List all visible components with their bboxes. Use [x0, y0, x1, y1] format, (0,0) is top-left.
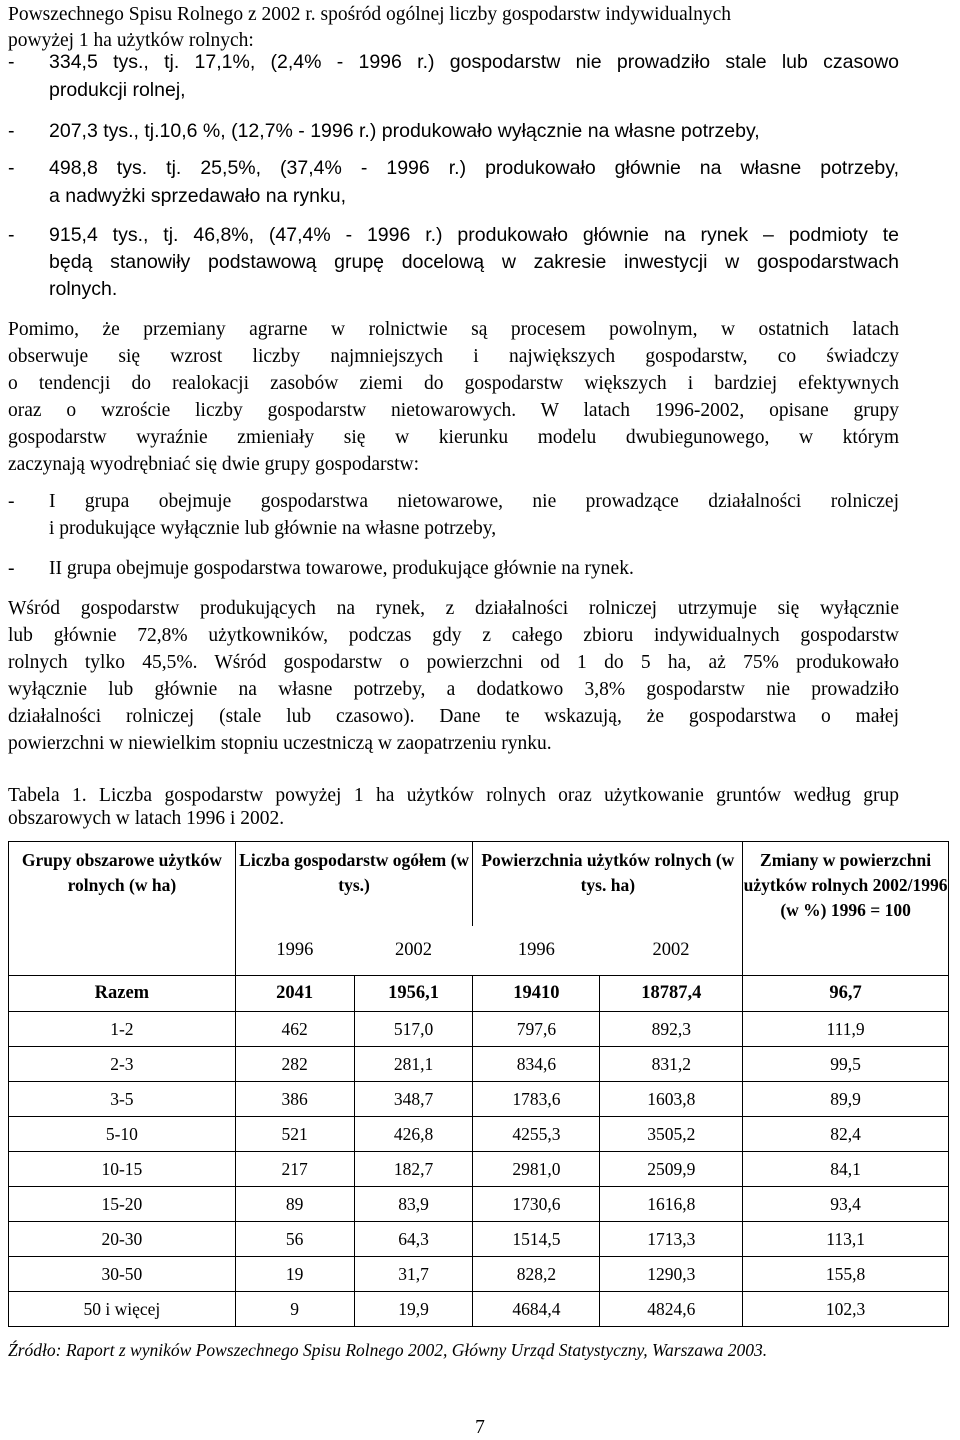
table-cell: 4255,3	[473, 1117, 600, 1152]
table-header-row	[9, 842, 949, 926]
table-cell: 462	[235, 1012, 354, 1047]
table-cell: 102,3	[743, 1292, 949, 1327]
table-cell: 155,8	[743, 1257, 949, 1292]
table-cell: 386	[235, 1082, 354, 1117]
table-cell: 50 i więcej	[9, 1292, 236, 1327]
table-cell: 83,9	[354, 1187, 473, 1222]
table-cell: 1603,8	[600, 1082, 743, 1117]
bullet-dash: -	[8, 558, 15, 579]
table-cell: 1514,5	[473, 1222, 600, 1257]
text-line: powyżej 1 ha użytków rolnych:	[8, 30, 254, 51]
bullet-text: rolnych.	[49, 278, 118, 300]
text-line: Powszechnego Spisu Rolnego z 2002 r. spośród ogólnej liczby gospodarstw indywidualnych	[8, 4, 732, 25]
bullet-dash: -	[8, 224, 15, 246]
bullet-dash: -	[8, 51, 15, 73]
table-cell: 1956,1	[354, 976, 473, 1012]
table-cell: 828,2	[473, 1257, 600, 1292]
table-cell: 4824,6	[600, 1292, 743, 1327]
table-cell: 4684,4	[473, 1292, 600, 1327]
paragraph-line: zaczynają wyodrębniać się dwie grupy gospodarstw:	[8, 454, 419, 475]
table-cell: 426,8	[354, 1117, 473, 1152]
table-cell: 1730,6	[473, 1187, 600, 1222]
table-cell: 64,3	[354, 1222, 473, 1257]
bullet-text: 334,5 tys., tj. 17,1%, (2,4% - 1996 r.) gospodarstw nie prowadziło stale lub czasowo	[49, 51, 899, 73]
bullet-text: 498,8 tys. tj. 25,5%, (37,4% - 1996 r.) produkowało głównie na własne potrzeby,	[49, 157, 899, 179]
table-cell: 797,6	[473, 1012, 600, 1047]
table-cell: 93,4	[743, 1187, 949, 1222]
bullet-dash: -	[8, 120, 15, 142]
table-cell: 30-50	[9, 1257, 236, 1292]
table-cell: 84,1	[743, 1152, 949, 1187]
table-cell: 113,1	[743, 1222, 949, 1257]
bullet-dash: -	[8, 491, 15, 512]
year-cell: 1996	[235, 926, 354, 976]
paragraph	[8, 316, 899, 478]
header-area: Powierzchnia użytków rolnych (w tys. ha)	[473, 842, 743, 926]
table-cell: 348,7	[354, 1082, 473, 1117]
table-cell: 1-2	[9, 1012, 236, 1047]
table-cell: 517,0	[354, 1012, 473, 1047]
year-cell: 2002	[600, 926, 743, 976]
year-cell: 1996	[473, 926, 600, 976]
table-cell: 15-20	[9, 1187, 236, 1222]
bullet-text: 915,4 tys., tj. 46,8%, (47,4% - 1996 r.) produkowało głównie na rynek – podmioty te	[49, 224, 899, 246]
table-row	[9, 1082, 949, 1117]
table-cell: 282	[235, 1047, 354, 1082]
table-row	[9, 1187, 949, 1222]
table-total-row	[9, 976, 949, 1012]
table-row	[9, 1292, 949, 1327]
table-cell: 18787,4	[600, 976, 743, 1012]
table-cell: 2-3	[9, 1047, 236, 1082]
table-cell: 9	[235, 1292, 354, 1327]
table-cell: 217	[235, 1152, 354, 1187]
table-cell: 99,5	[743, 1047, 949, 1082]
paragraph-line: działalności rolniczej (stale lub czasowo). Dane te wskazują, że gospodarstwa o małej	[8, 706, 899, 727]
table-cell: 2981,0	[473, 1152, 600, 1187]
paragraph-line: oraz o wzroście liczby gospodarstw nietowarowych. W latach 1996-2002, opisane grupy	[8, 400, 899, 421]
table-row	[9, 1222, 949, 1257]
header-group: Grupy obszarowe użytków rolnych (w ha)	[9, 842, 236, 976]
paragraph-line: powierzchni w niewielkim stopniu uczestniczą w zaopatrzeniu rynku.	[8, 733, 552, 754]
table-caption: obszarowych w latach 1996 i 2002.	[8, 808, 285, 829]
table-cell: 182,7	[354, 1152, 473, 1187]
table-cell: 56	[235, 1222, 354, 1257]
table-cell: 2041	[235, 976, 354, 1012]
bullet-text: I grupa obejmuje gospodarstwa nietowarowe, nie prowadzące działalności rolniczej	[49, 491, 899, 512]
table-cell: 3505,2	[600, 1117, 743, 1152]
table-cell: 831,2	[600, 1047, 743, 1082]
table-cell: 82,4	[743, 1117, 949, 1152]
table-cell: 89	[235, 1187, 354, 1222]
table-cell: Razem	[9, 976, 236, 1012]
table-cell: 3-5	[9, 1082, 236, 1117]
table-cell: 892,3	[600, 1012, 743, 1047]
table-caption: Tabela 1. Liczba gospodarstw powyżej 1 ha użytków rolnych oraz użytkowanie gruntów według grup	[8, 785, 899, 806]
table-cell: 1713,3	[600, 1222, 743, 1257]
paragraph-line: obserwuje się wzrost liczby najmniejszych i największych gospodarstw, co świadczy	[8, 346, 899, 367]
table-row	[9, 1257, 949, 1292]
table-cell: 281,1	[354, 1047, 473, 1082]
year-cell: 2002	[354, 926, 473, 976]
header-change: Zmiany w powierzchni użytków rolnych 2002/1996 (w %) 1996 = 100	[743, 842, 949, 976]
paragraph-line: wyłącznie lub głównie na własne potrzeby, a dodatkowo 3,8% gospodarstw nie prowadziło	[8, 679, 899, 700]
bullet-dash: -	[8, 157, 15, 179]
bullet-text: produkcji rolnej,	[49, 79, 186, 101]
table-cell: 19410	[473, 976, 600, 1012]
bullet-text: i produkujące wyłącznie lub głównie na własne potrzeby,	[49, 518, 497, 539]
table-cell: 19	[235, 1257, 354, 1292]
table-cell: 96,7	[743, 976, 949, 1012]
table-cell: 1290,3	[600, 1257, 743, 1292]
paragraph-line: gospodarstw wyraźnie zmieniały się w kierunku modelu dwubiegunowego, w którym	[8, 427, 899, 448]
paragraph-line: lub głównie 72,8% użytkowników, podczas gdy z całego zbioru indywidualnych gospodarstw	[8, 625, 899, 646]
bullet-text: a nadwyżki sprzedawało na rynku,	[49, 185, 346, 207]
page-number: 7	[475, 1417, 485, 1438]
paragraph-line: o tendencji do realokacji zasobów ziemi do gospodarstw większych i bardziej efektywnych	[8, 373, 899, 394]
table-cell: 1616,8	[600, 1187, 743, 1222]
table-cell: 111,9	[743, 1012, 949, 1047]
table-cell: 10-15	[9, 1152, 236, 1187]
paragraph	[8, 595, 899, 757]
table-row	[9, 1047, 949, 1082]
table-cell: 834,6	[473, 1047, 600, 1082]
table-cell: 2509,9	[600, 1152, 743, 1187]
header-count: Liczba gospodarstw ogółem (w tys.)	[235, 842, 473, 926]
table-cell: 19,9	[354, 1292, 473, 1327]
table-cell: 20-30	[9, 1222, 236, 1257]
table-cell: 5-10	[9, 1117, 236, 1152]
paragraph-line: Wśród gospodarstw produkujących na rynek, z działalności rolniczej utrzymuje się wyłącznie	[8, 598, 899, 619]
source-note: Źródło: Raport z wyników Powszechnego Spisu Rolnego 2002, Główny Urząd Statystyczny, Warszawa 2003.	[8, 1340, 768, 1360]
bullet-text: będą stanowiły podstawową grupę docelową w zakresie inwestycji w gospodarstwach	[49, 251, 899, 273]
table-cell: 89,9	[743, 1082, 949, 1117]
table-cell: 521	[235, 1117, 354, 1152]
bullet-text: II grupa obejmuje gospodarstwa towarowe, produkujące głównie na rynek.	[49, 558, 634, 579]
paragraph-line: Pomimo, że przemiany agrarne w rolnictwie są procesem powolnym, w ostatnich latach	[8, 319, 899, 340]
paragraph-line: rolnych tylko 45,5%. Wśród gospodarstw o powierzchni od 1 do 5 ha, aż 75% produkowało	[8, 652, 899, 673]
table-row	[9, 1117, 949, 1152]
table-cell: 1783,6	[473, 1082, 600, 1117]
table-row	[9, 1012, 949, 1047]
bullet-text: 207,3 tys., tj.10,6 %, (12,7% - 1996 r.) produkowało wyłącznie na własne potrzeby,	[49, 120, 760, 142]
table-cell: 31,7	[354, 1257, 473, 1292]
table-row	[9, 1152, 949, 1187]
data-table	[8, 841, 949, 1327]
